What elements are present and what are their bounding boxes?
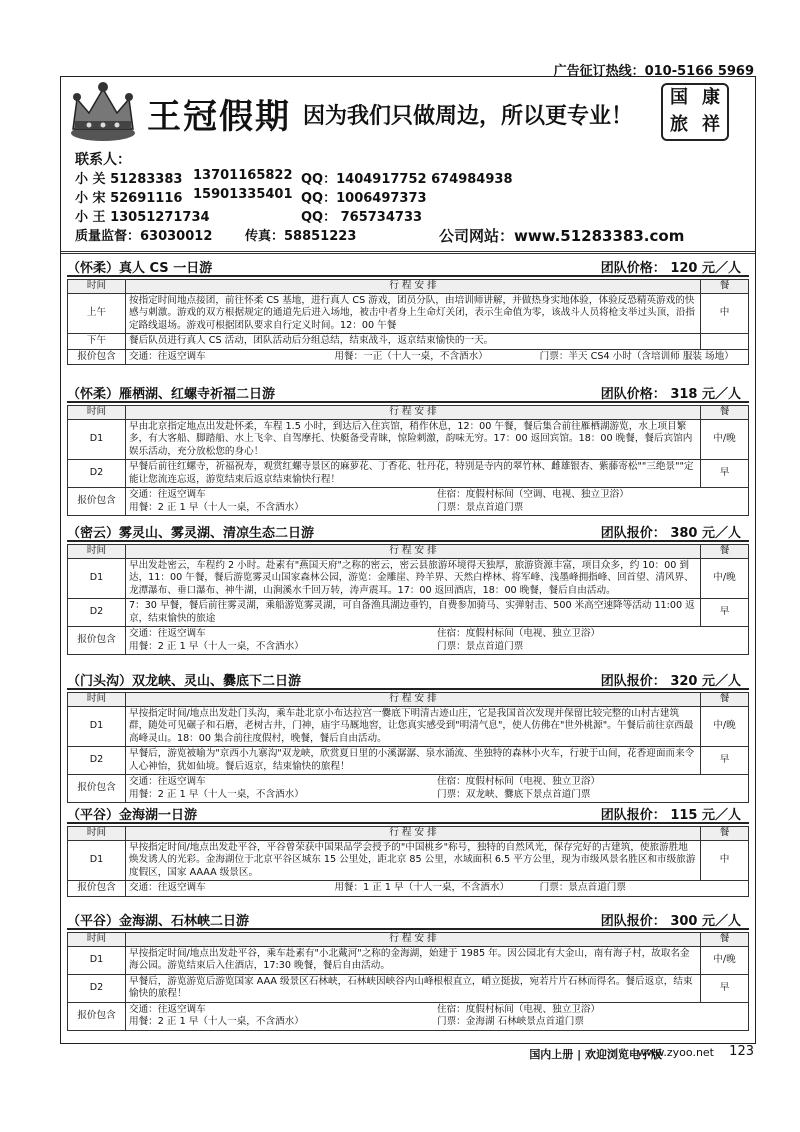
ad-hotline: 广告征订热线：010-5166 5969	[553, 64, 754, 79]
schedule-cell: 7：30 早餐，餐后前往雾灵湖，乘船游览雾灵湖，可自备渔具湖边垂钓，自费参加骑马、实弹射击、500 米高空速降等活动 11:00 返京，结束愉快的旅途	[126, 599, 701, 627]
tour-section	[67, 670, 749, 803]
header-cell: 行 程 安 排	[126, 406, 701, 420]
include-item: 交通：往返空调车	[129, 1003, 206, 1015]
header-cell: 餐	[701, 827, 749, 841]
table-row	[68, 419, 749, 460]
include-item: 用餐：2 正 1 早（十人一桌，不含酒水）	[129, 788, 304, 800]
include-item: 门票：半天 CS4 小时（含培训师 服装 场地）	[539, 350, 734, 362]
include-item: 住宿：度假村标间（电视、独立卫浴）	[437, 1003, 601, 1015]
schedule-cell: 早出发赴密云，车程约 2 小时。赴素有"燕国天府"之称的密云，密云县旅游环境得天独厚，旅游资源丰富，项目众多，约 10：00 到达，11：00 午餐，餐后游览雾灵山国家森林公园，游览：金雕崖、羚羊界、天然白桦林、将军峰、浅墨峰拥指峰、回首望、清风界、龙潭瀑布、垂口瀑布、神牛湖，山涧溪水千回万转，涛声震耳。17：00 返回酒店，18：00 晚餐，餐后自由活动。	[126, 558, 701, 599]
time-cell: 下午	[68, 334, 126, 350]
table-row	[68, 706, 749, 747]
include-item: 住宿：度假村标间（空调、电视、独立卫浴）	[437, 489, 629, 500]
include-item: 用餐：1 正 1 早（十人一桌，不含酒水）	[334, 882, 510, 893]
time-cell: D1	[68, 558, 126, 599]
guokang-seal	[661, 83, 729, 141]
contact-phone: 13701165822	[193, 168, 293, 183]
meal-cell: 早	[701, 747, 749, 775]
header-cell: 餐	[701, 693, 749, 707]
page-frame	[60, 76, 756, 1044]
contact-qq: QQ：1006497373	[301, 191, 427, 206]
header-cell: 餐	[701, 406, 749, 420]
table-row	[68, 881, 749, 897]
header-cell: 行 程 安 排	[126, 545, 701, 559]
contacts	[75, 149, 745, 244]
meal-cell: 早	[701, 974, 749, 1002]
include-item: 门票：景点首道门票	[437, 640, 524, 652]
include-item: 门票：金海湖 石林峡景点首道门票	[437, 1016, 584, 1027]
tour-section	[67, 910, 749, 1031]
include-cell	[126, 488, 749, 516]
table-row	[68, 627, 749, 655]
include-item: 门票：双龙峡、爨底下景点首道门票	[437, 788, 591, 800]
section-title: （门头沟）双龙峡、灵山、爨底下二日游	[67, 674, 302, 689]
schedule-cell: 餐后队员进行真人 CS 活动，团队活动后分组总结，结束战斗，返京结束愉快的一天。	[126, 334, 701, 350]
time-cell: D2	[68, 747, 126, 775]
contact-name: 小 宋 52691116	[75, 191, 183, 206]
time-cell: D2	[68, 460, 126, 488]
table-header	[68, 693, 749, 707]
contact-row	[75, 206, 745, 225]
table-header	[68, 406, 749, 420]
header-cell: 行 程 安 排	[126, 280, 701, 294]
include-item: 门票：景点首道门票	[437, 501, 524, 513]
tour-section	[67, 257, 749, 365]
meal-cell: 中/晚	[701, 419, 749, 460]
include-item: 交通：往返空调车	[129, 882, 206, 893]
contact-name: 小 关 51283383	[75, 172, 183, 187]
include-item: 交通：往返空调车	[129, 776, 206, 787]
footer-site[interactable]: www.zyoo.net	[637, 1046, 714, 1059]
section-title: （平谷）金海湖、石林峡二日游	[67, 914, 250, 929]
page-number: 123	[729, 1044, 754, 1059]
meal-cell: 早	[701, 599, 749, 627]
include-label: 报价包含	[68, 349, 126, 365]
table-header	[68, 933, 749, 947]
include-item: 门票：景点首道门票	[539, 882, 626, 893]
meal-cell: 中/晚	[701, 706, 749, 747]
schedule-cell: 早餐后前往红螺寺，祈福祝寿，观赏红螺寺景区的麻萝花、丁香花、牡丹花，特别是寺内的翠竹林、雌雄银杏、紫藤寄松""三绝景""定能让您流连忘返，游览结束后返京结束愉快行程！	[126, 460, 701, 488]
include-item: 用餐：2 正 1 早（十人一桌，不含酒水）	[129, 640, 304, 652]
itinerary-table	[67, 405, 749, 516]
include-item: 住宿：度假村标间（电视、独立卫浴）	[437, 776, 601, 787]
time-cell: D1	[68, 946, 126, 974]
section-price: 团队价格： 120 元／人	[600, 261, 741, 276]
header-cell: 时间	[68, 545, 126, 559]
table-row	[68, 293, 749, 334]
section-title: （怀柔）真人 CS 一日游	[67, 261, 213, 276]
include-cell	[126, 881, 749, 897]
schedule-cell: 按指定时间地点接团，前往怀柔 CS 基地，进行真人 CS 游戏，团员分队，由培训师讲解，并做热身实地体验，体验反恐精英游戏的快感与刺激。游戏的双方根据规定的通道先后进入场地，被击中者身上生命灯关闭，表示生命值为零，该战斗人员将枪支举过头顶，沿指定路线退场。游戏可根据团队要求自行定义时间。12：00 午餐	[126, 293, 701, 334]
include-item: 交通：往返空调车	[129, 489, 206, 500]
table-row	[68, 558, 749, 599]
slogan: 因为我们只做周边，所以更专业！	[303, 104, 634, 129]
header-cell: 餐	[701, 545, 749, 559]
header-cell: 餐	[701, 280, 749, 294]
section-title-bar	[67, 257, 749, 277]
header-cell: 时间	[68, 827, 126, 841]
footer-label: 国内上册 | 欢迎浏览电子版	[529, 1048, 662, 1061]
section-price: 团队报价： 115 元／人	[600, 808, 741, 823]
table-row	[68, 747, 749, 775]
contact-row	[75, 168, 745, 187]
time-cell: D2	[68, 599, 126, 627]
itinerary-table	[67, 826, 749, 897]
meal-cell: 中	[701, 840, 749, 881]
include-cell	[126, 627, 749, 655]
include-label: 报价包含	[68, 1002, 126, 1030]
contact-qq: QQ： 765734733	[301, 210, 423, 225]
include-label: 报价包含	[68, 488, 126, 516]
section-title: （平谷）金海湖一日游	[67, 808, 198, 823]
include-cell	[126, 1002, 749, 1030]
section-title-bar	[67, 804, 749, 824]
table-row	[68, 775, 749, 803]
contact-name: 小 王 13051271734	[75, 210, 210, 225]
footer	[60, 1044, 754, 1064]
section-title-bar	[67, 522, 749, 542]
section-title: （怀柔）雁栖湖、红螺寺祈福二日游	[67, 387, 276, 402]
table-row	[68, 460, 749, 488]
include-item: 交通：往返空调车	[129, 628, 206, 639]
section-price: 团队报价： 380 元／人	[600, 526, 741, 541]
divider	[61, 251, 755, 254]
include-label: 报价包含	[68, 881, 126, 897]
table-row	[68, 488, 749, 516]
header-cell: 餐	[701, 933, 749, 947]
tour-section	[67, 522, 749, 655]
seal-char: 祥	[702, 114, 720, 135]
section-price: 团队报价： 300 元／人	[600, 914, 741, 929]
itinerary-table	[67, 544, 749, 655]
itinerary-table	[67, 279, 749, 365]
quality-supervision: 质量监督：63030012	[75, 229, 213, 244]
meal-cell	[701, 334, 749, 350]
include-item: 用餐：一正（十人一桌，不含酒水）	[334, 350, 488, 362]
time-cell: D1	[68, 706, 126, 747]
schedule-cell: 早按指定时间/地点出发赴平谷，平谷曾荣获中国果品学会授予的"中国桃乡"称号，独特的自然风光，保存完好的古建筑，使旅游胜地焕发诱人的光彩。金海湖位于北京平谷区城东 15 公里处，距北京 85 公里，水域面积 6.5 平方公里，现为市级风景名胜区和市级旅游度假区，国家 AAAA 级景区。	[126, 840, 701, 881]
tour-section	[67, 804, 749, 897]
schedule-cell: 早按指定时间/地点出发赴平谷，乘车赴素有"小北戴河"之称的金海湖，始建于 1985 年。因公园北有大金山，南有海子村，故取名金海公园。游览结束后入住酒店，17:30 晚餐，餐后自由活动。	[126, 946, 701, 974]
table-row	[68, 599, 749, 627]
section-title: （密云）雾灵山、雾灵湖、清凉生态二日游	[67, 526, 315, 541]
table-row	[68, 974, 749, 1002]
schedule-cell: 早按指定时间/地点出发赴门头沟，乘车赴北京小布达拉宫一爨底下明清古迹山庄，它是我国首次发现并保留比较完整的山村古建筑群，随处可见碾子和石磨，老树古井，门神，庙宇马厩地窖，让您真实感受到"明清气息"，使人仿佛在"世外桃源"。午餐后前往京西最高峰灵山。18：00 集合前往度假村，晚餐，餐后自由活动。	[126, 706, 701, 747]
table-row	[68, 840, 749, 881]
time-cell: 上午	[68, 293, 126, 334]
section-price: 团队报价： 320 元／人	[600, 674, 741, 689]
header-cell: 行 程 安 排	[126, 693, 701, 707]
header-cell: 时间	[68, 406, 126, 420]
table-row	[68, 946, 749, 974]
crown-icon	[67, 81, 139, 143]
header-cell: 时间	[68, 693, 126, 707]
contacts-label: 联系人：	[75, 152, 131, 168]
schedule-cell: 早餐后，游览游览后游览国家 AAA 级景区石林峡，石林峡因峡谷内山峰根根直立，峭立挺拔，宛若片片石林而得名。餐后返京，结束愉快的旅程！	[126, 974, 701, 1002]
itinerary-table	[67, 692, 749, 803]
time-cell: D1	[68, 419, 126, 460]
schedule-cell: 早餐后，游览被喻为"京西小九寨沟"双龙峡，欣赏夏日里的小溪潺潺、泉水涌流、坐独特的森林小火车，行驶于山间，花香迎面而来令人心神怡，犹如仙境。餐后返京，结束愉快的旅程！	[126, 747, 701, 775]
table-row	[68, 1002, 749, 1030]
fax: 传真：58851223	[245, 229, 357, 244]
include-item: 用餐：2 正 1 早（十人一桌，不含酒水）	[129, 1016, 304, 1027]
header-cell: 时间	[68, 933, 126, 947]
header-cell: 行 程 安 排	[126, 827, 701, 841]
section-title-bar	[67, 670, 749, 690]
section-price: 团队价格： 318 元／人	[600, 387, 741, 402]
meal-cell: 中	[701, 293, 749, 334]
meal-cell: 早	[701, 460, 749, 488]
time-cell: D2	[68, 974, 126, 1002]
include-cell	[126, 349, 749, 365]
section-title-bar	[67, 910, 749, 930]
meal-cell: 中/晚	[701, 558, 749, 599]
seal-char: 康	[702, 87, 720, 108]
include-cell	[126, 775, 749, 803]
include-label: 报价包含	[68, 775, 126, 803]
section-title-bar	[67, 383, 749, 403]
table-header	[68, 545, 749, 559]
include-label: 报价包含	[68, 627, 126, 655]
tour-section	[67, 383, 749, 516]
schedule-cell: 早由北京指定地点出发赴怀柔，车程 1.5 小时，到达后入住宾馆，稍作休息，12：00 午餐，餐后集合前往雁栖湖游览，水上项目繁多，有大客船、脚踏船、水上飞伞、自驾摩托、快艇备受青睐，惊险刺激，韵味无穷。17：00 返回宾馆。18：00 晚餐，餐后宾馆内娱乐活动，充分放松您的身心！	[126, 419, 701, 460]
table-header	[68, 280, 749, 294]
table-header	[68, 827, 749, 841]
contact-qq: QQ：1404917752 674984938	[301, 172, 513, 187]
header-cell: 行 程 安 排	[126, 933, 701, 947]
website[interactable]: 公司网站：www.51283383.com	[439, 227, 685, 245]
misc-row	[75, 225, 745, 244]
seal-char: 国	[670, 87, 688, 108]
table-row	[68, 349, 749, 365]
seal-char: 旅	[670, 114, 688, 135]
include-item: 交通：往返空调车	[129, 350, 206, 362]
header-cell: 时间	[68, 280, 126, 294]
include-item: 用餐：2 正 1 早（十人一桌，不含酒水）	[129, 501, 304, 513]
include-item: 住宿：度假村标间（电视、独立卫浴）	[437, 628, 601, 639]
meal-cell: 中/晚	[701, 946, 749, 974]
table-row	[68, 334, 749, 350]
contact-phone: 15901335401	[193, 187, 293, 202]
time-cell: D1	[68, 840, 126, 881]
header	[61, 77, 755, 147]
brand-name: 王冠假期	[147, 97, 291, 137]
contact-row	[75, 187, 745, 206]
itinerary-table	[67, 932, 749, 1031]
